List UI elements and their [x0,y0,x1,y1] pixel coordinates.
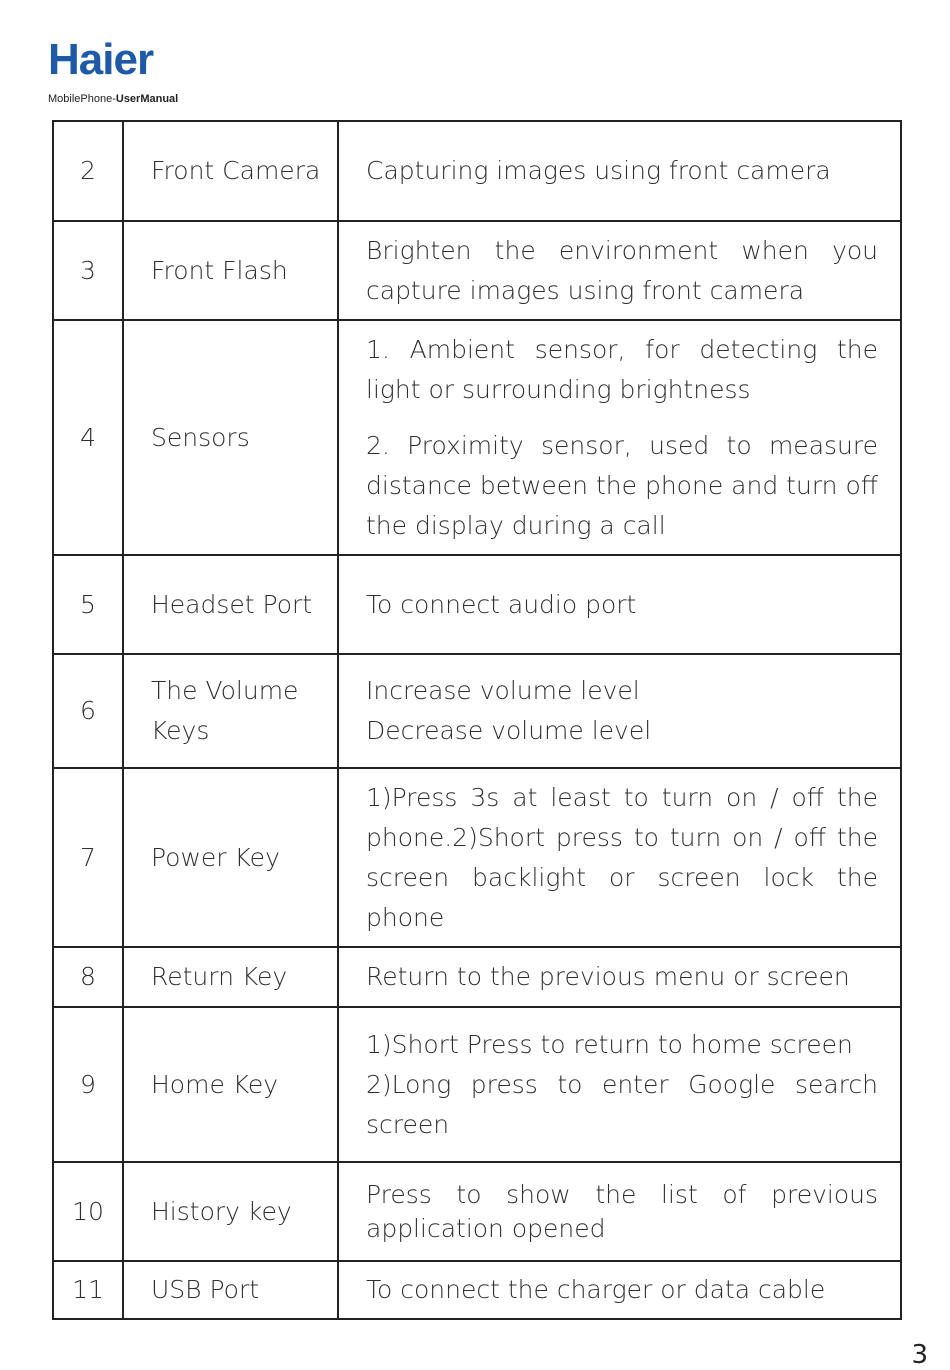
row-number: 6 [53,654,123,768]
component-name: Sensors [123,320,338,555]
component-description [338,320,901,555]
component-name: USB Port [123,1261,338,1319]
description-line: Decrease volume level [366,716,652,745]
row-number: 5 [53,555,123,654]
description-line: 1. Ambient sensor, for detecting the light or surrounding brightness [366,334,878,404]
table-row [53,1007,901,1162]
row-number: 8 [53,947,123,1007]
component-name: Return Key [123,947,338,1007]
table-row [53,947,901,1007]
component-name: Headset Port [123,555,338,654]
component-description [338,221,901,320]
component-description [338,1007,901,1162]
component-name: Front Flash [123,221,338,320]
component-description [338,947,901,1007]
component-description [338,1261,901,1319]
component-name: History key [123,1162,338,1261]
description-line: To connect the charger or data cable [366,1275,826,1304]
table-row [53,768,901,947]
description-line: 2)Long press to enter Google search screen [366,1069,878,1139]
description-line: Increase volume level [366,676,640,705]
component-description [338,768,901,947]
table-row [53,221,901,320]
manual-subtitle [48,92,178,106]
component-description [338,121,901,221]
component-table [52,120,902,1320]
description-line: Brighten the environment when you capture images using front camera [366,235,878,305]
row-number: 11 [53,1261,123,1319]
component-name: Home Key [123,1007,338,1162]
subtitle-prefix: MobilePhone- [48,93,116,105]
page-number: 3 [911,1340,928,1370]
component-name: Front Camera [123,121,338,221]
description-line: Press to show the list of previous application opened [366,1179,878,1243]
table-row [53,1162,901,1261]
table-row [53,654,901,768]
table-row [53,555,901,654]
row-number: 7 [53,768,123,947]
component-name: Power Key [123,768,338,947]
row-number: 2 [53,121,123,221]
component-description [338,654,901,768]
component-description [338,1162,901,1261]
description-line: Capturing images using front camera [366,156,831,185]
row-number: 9 [53,1007,123,1162]
component-name: The Volume Keys [123,654,338,768]
subtitle-bold: UserManual [115,93,179,105]
haier-logo: Haier [48,35,154,84]
description-line: 1)Press 3s at least to turn on / off the phone.2)Short press to turn on / off the screen backlight or screen lock the phone [366,782,878,932]
row-number: 3 [53,221,123,320]
description-line: Return to the previous menu or screen [366,962,850,991]
row-number: 4 [53,320,123,555]
row-number: 10 [53,1162,123,1261]
table-row [53,121,901,221]
description-line: 1)Short Press to return to home screen [366,1029,853,1059]
component-description [338,555,901,654]
description-line: To connect audio port [366,589,637,619]
table-row [53,1261,901,1319]
table-row [53,320,901,555]
description-line: 2. Proximity sensor, used to measure distance between the phone and turn off the display during a call [366,430,878,540]
